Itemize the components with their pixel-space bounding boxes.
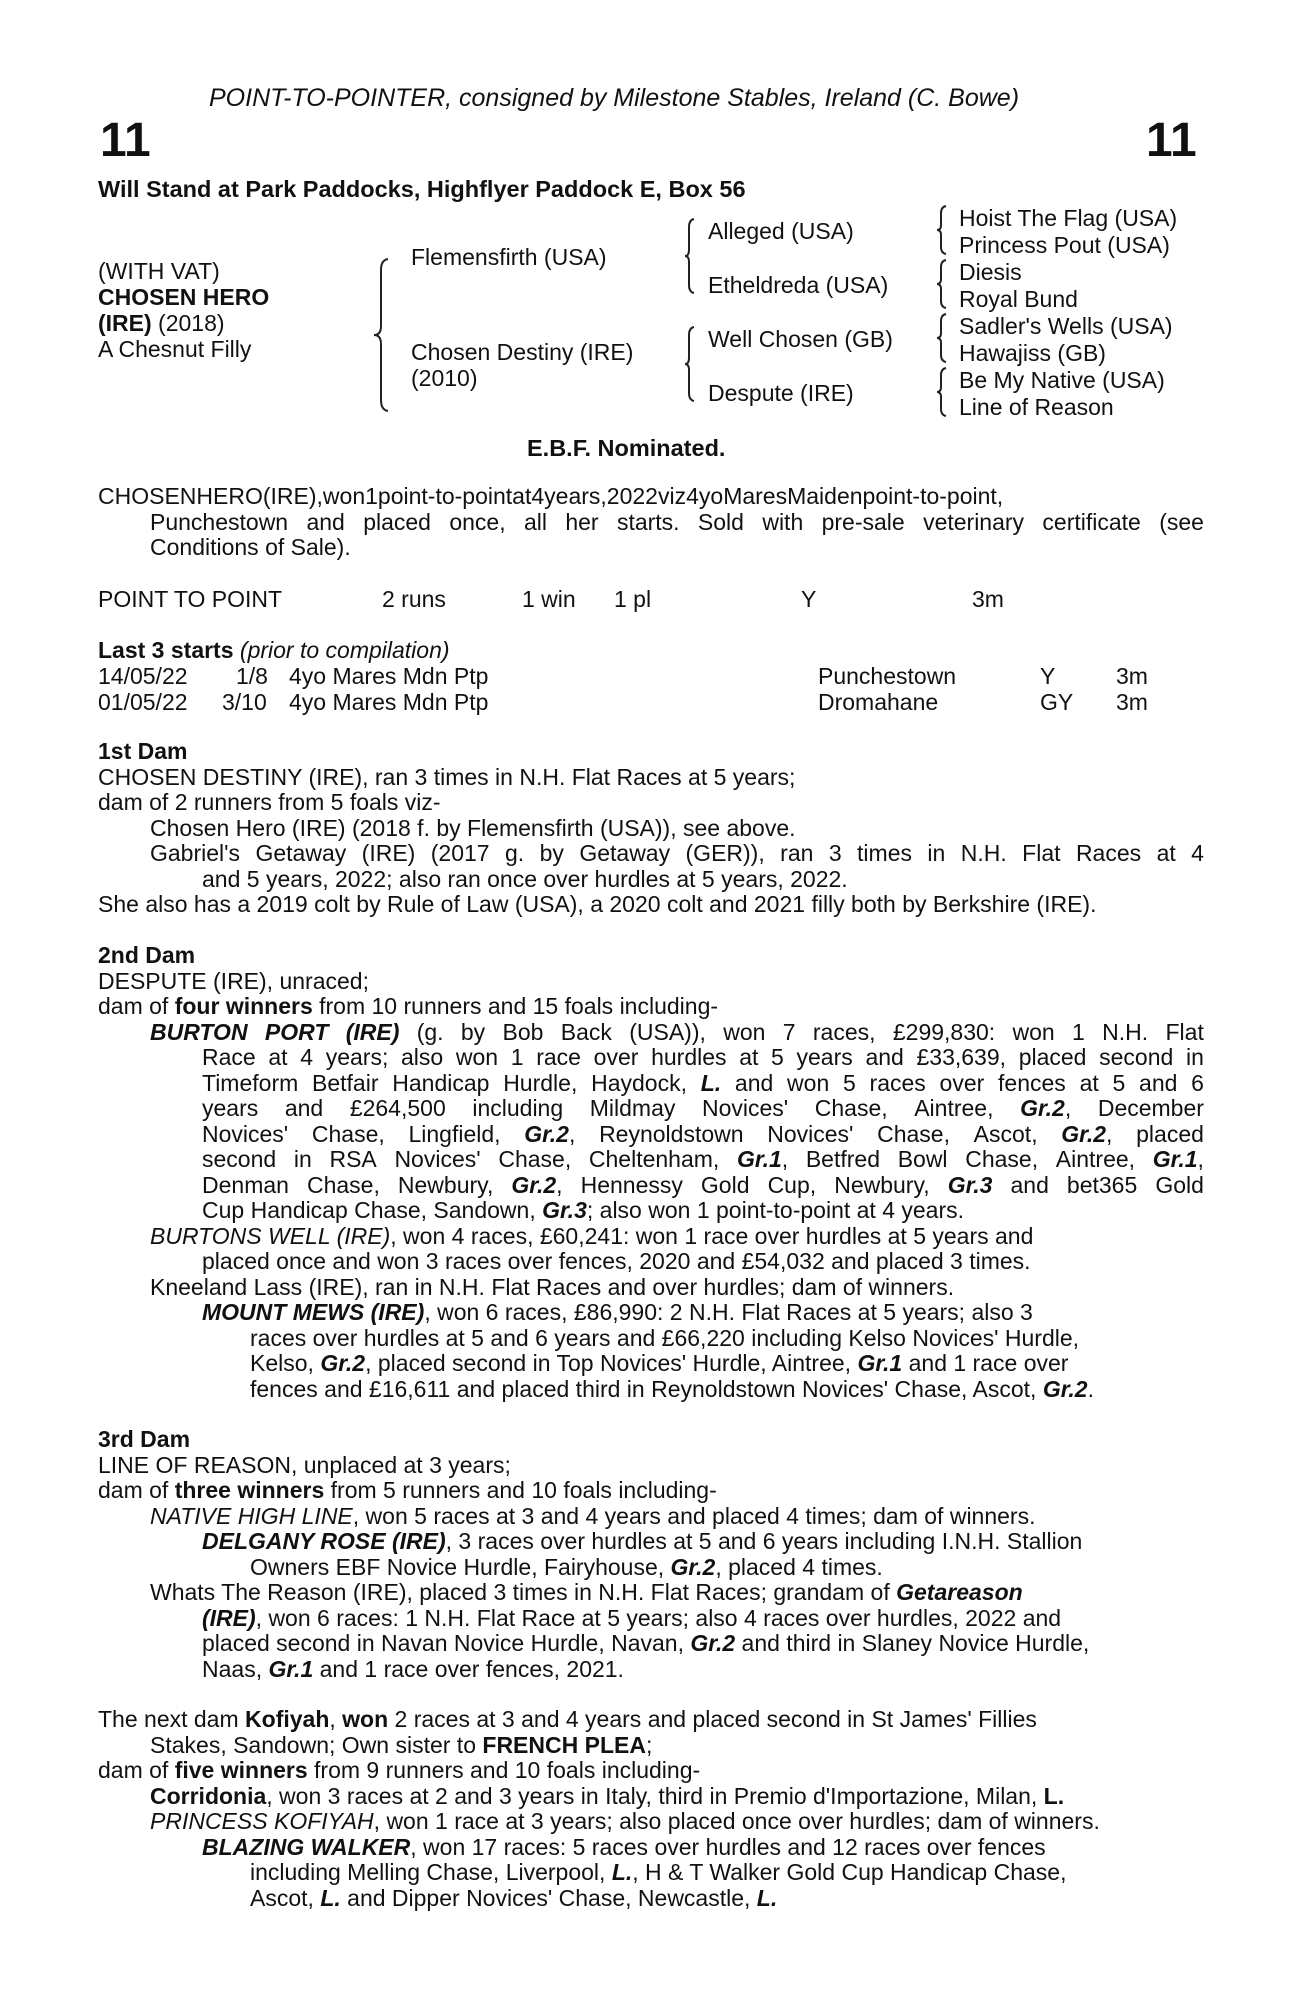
record-distance: 3m bbox=[972, 586, 1004, 612]
start-date: 01/05/22 bbox=[98, 689, 188, 715]
record-going: Y bbox=[801, 586, 817, 612]
start-course: Punchestown bbox=[818, 663, 957, 689]
start-date: 14/05/22 bbox=[98, 663, 188, 689]
lot-number-right: 11 bbox=[1146, 114, 1197, 167]
start-going: Y bbox=[1040, 663, 1056, 689]
record-label: POINT TO POINT bbox=[98, 586, 283, 612]
start-course: Dromahane bbox=[818, 689, 939, 715]
second-dam-section: 2nd Dam DESPUTE (IRE), unraced; dam of four winners from 10 runners and 15 foals including- BURTON PORT (IRE) (g. by Bob Back (USA)), won 7 races, £299,830: won 1 N.H. Flat Race at 4 years; also won 1 race over hurdles at 5 years and £33,639, placed second in Timeform Betfair Handicap Hurdle, Haydock, L. and won 5 races over fences at 5 and 6 years and £264,500 including Mildmay Novices' Chase, Aintree, Gr.2, December Novices' Chase, Lingfield, Gr.2, Reynoldstown Novices' Chase, Ascot, Gr.2, placed second in RSA Novices' Chase, Cheltenham, Gr.1, Betfred Bowl Chase, Aintree, Gr.1, Denman Chase, Newbury, Gr.2, Hennessy Gold Cup, Newbury, Gr.3 and bet365 Gold Cup Handicap Chase, Sandown, Gr.3; also won 1 point-to-point at 4 years. BURTONS WELL (IRE), won 4 races, £60,241: won 1 race over hurdles at 5 years and placed once and won 3 races over fences, 2020 and £54,032 and placed 3 times. Kneeland Lass (IRE), ran in N.H. Flat Races and over hurdles; dam of winners. MOUNT MEWS (IRE), won 6 races, £86,990: 2 N.H. Flat Races at 5 years; also 3 races over hurdles at 5 and 6 years and £66,220 including Kelso Novices' Hurdle, Kelso, Gr.2, placed second in Top Novices' Hurdle, Aintree, Gr.1 and 1 race over fences and £16,611 and placed third in Reynoldstown Novices' Chase, Ascot, Gr.2. bbox=[98, 942, 1204, 1402]
gen2-brace-sire bbox=[683, 218, 697, 294]
first-dam-section: 1st Dam CHOSEN DESTINY (IRE), ran 3 times in N.H. Flat Races at 5 years; dam of 2 runners from 5 foals viz- Chosen Hero (IRE) (2018 f. by Flemensfirth (USA)), see above. Gabriel's Getaway (IRE) (2017 g. by Getaway (GER)), ran 3 times in N.H. Flat Races at 4 and 5 years, 2022; also ran once over hurdles at 5 years, 2022. She also has a 2019 colt by Rule of Law (USA), a 2020 colt and 2021 filly both by Berkshire (IRE). bbox=[98, 738, 1204, 917]
gen3-6: Hawajiss (GB) bbox=[959, 340, 1106, 366]
stand-location: Will Stand at Park Paddocks, Highflyer Paddock E, Box 56 bbox=[98, 176, 746, 202]
dam-name: Chosen Destiny (IRE) bbox=[411, 339, 634, 365]
lot-number-left: 11 bbox=[100, 114, 151, 167]
gen3-2: Princess Pout (USA) bbox=[959, 232, 1170, 258]
gen2-brace-dam bbox=[683, 326, 697, 402]
third-dam-heading: 3rd Dam bbox=[98, 1426, 191, 1452]
vat-status: (WITH VAT) bbox=[98, 258, 220, 284]
record-wins: 1 win bbox=[522, 586, 576, 612]
gen2-sire-dam: Etheldreda (USA) bbox=[708, 272, 889, 298]
horse-name: CHOSEN HERO bbox=[98, 284, 270, 310]
pedigree-brace bbox=[372, 258, 392, 412]
gen3-1: Hoist The Flag (USA) bbox=[959, 205, 1178, 231]
gen3-brace-3 bbox=[935, 313, 949, 363]
start-distance: 3m bbox=[1116, 663, 1148, 689]
gen3-brace-1 bbox=[935, 205, 949, 255]
last-starts-heading: Last 3 starts (prior to compilation) bbox=[98, 637, 450, 663]
start-race: 4yo Mares Mdn Ptp bbox=[289, 689, 489, 715]
start-going: GY bbox=[1040, 689, 1074, 715]
second-dam-heading: 2nd Dam bbox=[98, 942, 196, 968]
gen3-brace-4 bbox=[935, 367, 949, 417]
gen3-8: Line of Reason bbox=[959, 394, 1114, 420]
gen3-3: Diesis bbox=[959, 259, 1022, 285]
gen3-brace-2 bbox=[935, 259, 949, 309]
start-race: 4yo Mares Mdn Ptp bbox=[289, 663, 489, 689]
consignment-line: POINT-TO-POINTER, consigned by Milestone Stables, Ireland (C. Bowe) bbox=[209, 84, 1020, 112]
record-runs: 2 runs bbox=[382, 586, 446, 612]
start-distance: 3m bbox=[1116, 689, 1148, 715]
dam-year: (2010) bbox=[411, 365, 478, 391]
next-dam-section: The next dam Kofiyah, won 2 races at 3 and 4 years and placed second in St James' Fillies Stakes, Sandown; Own sister to FRENCH PLEA; dam of five winners from 9 runners and 10 foals including- Corridonia, won 3 races at 2 and 3 years in Italy, third in Premio d'Importazione, Milan, L. PRINCESS KOFIYAH, won 1 race at 3 years; also placed once over hurdles; dam of winners. BLAZING WALKER, won 17 races: 5 races over hurdles and 12 races over fences including Melling Chase, Liverpool, L., H & T Walker Gold Cup Handicap Chase, Ascot, L. and Dipper Novices' Chase, Newcastle, L. bbox=[98, 1706, 1100, 1911]
gen3-4: Royal Bund bbox=[959, 286, 1078, 312]
gen3-5: Sadler's Wells (USA) bbox=[959, 313, 1173, 339]
start-position: 1/8 bbox=[236, 663, 268, 689]
record-placed: 1 pl bbox=[614, 586, 652, 612]
horse-description: A Chesnut Filly bbox=[98, 336, 252, 362]
gen2-dam-dam: Despute (IRE) bbox=[708, 380, 854, 406]
ebf-nomination: E.B.F. Nominated. bbox=[527, 435, 726, 461]
race-summary: CHOSENHERO(IRE),won1point-to-pointat4years,2022viz4yoMaresMaidenpoint-to-point, Punchestown and placed once, all her starts. Sold with pre-sale veterinary certificate (see Conditions of Sale). bbox=[98, 483, 1204, 560]
third-dam-section: 3rd Dam LINE OF REASON, unplaced at 3 years; dam of three winners from 5 runners and 10 foals including- NATIVE HIGH LINE, won 5 races at 3 and 4 years and placed 4 times; dam of winners. DELGANY ROSE (IRE), 3 races over hurdles at 5 and 6 years including I.N.H. Stallion Owners EBF Novice Hurdle, Fairyhouse, Gr.2, placed 4 times. Whats The Reason (IRE), placed 3 times in N.H. Flat Races; grandam of Getareason (IRE), won 6 races: 1 N.H. Flat Race at 5 years; also 4 races over hurdles, 2022 and placed second in Navan Novice Hurdle, Navan, Gr.2 and third in Slaney Novice Hurdle, Naas, Gr.1 and 1 race over fences, 2021. bbox=[98, 1427, 1204, 1682]
sire-name: Flemensfirth (USA) bbox=[411, 244, 607, 270]
first-dam-heading: 1st Dam bbox=[98, 738, 188, 764]
start-position: 3/10 bbox=[222, 689, 267, 715]
gen2-sire-sire: Alleged (USA) bbox=[708, 218, 854, 244]
gen2-dam-sire: Well Chosen (GB) bbox=[708, 326, 893, 352]
horse-origin-year: (IRE) (2018) bbox=[98, 310, 225, 336]
gen3-7: Be My Native (USA) bbox=[959, 367, 1165, 393]
